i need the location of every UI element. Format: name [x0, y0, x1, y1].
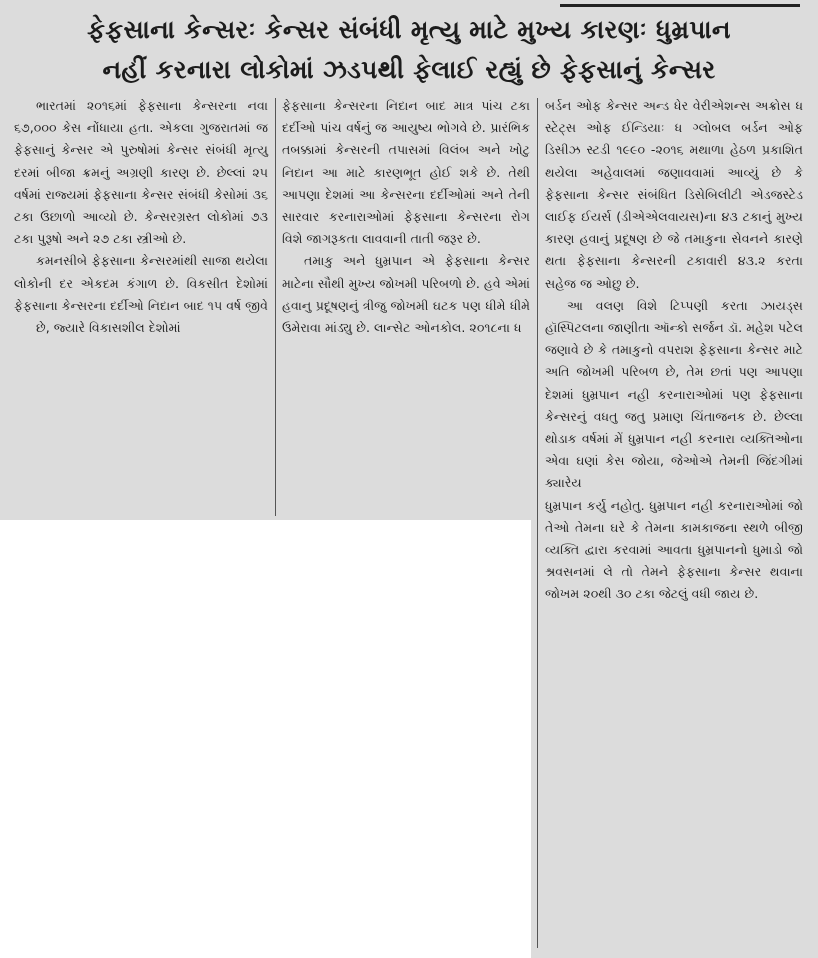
paragraph: આ વલણ વિશે ટિપ્પણી કરતા ઝાયડ્સ હૉસ્પિટલના જાણીતા ઑન્કો સર્જન ડૉ. મહેશ પટેલ જણાવે છે કે તમાકુનો વપરાશ ફેફસાના કેન્સર માટે અતિ જોખમી પરિબળ છે, તેમ છતાં પણ આપણા દેશમાં ધુમ્રપાન નહી કરનારાઓમાં પણ ફેફસાના કેન્સરનું વધતુ જતુ પ્રમાણ ચિંતાજનક છે. છેલ્લા થોડાક વર્ષમાં મેં ધુમ્રપાન નહી કરનારા વ્યક્તિઓના એવા ઘણાં કેસ જોયા, જેઓએ તેમની જિંદગીમાં ક્યારેય: [545, 297, 803, 491]
paragraph: કમનસીબે ફેફસાના કેન્સરમાંથી સાજા થયેલા લોકોની દર એકદમ કંગાળ છે. વિકસીત દેશોમાં ફેફસાના કેન્સરના દર્દીઓ નિદાન બાદ ૧૫ વર્ષ જીવે: [14, 253, 268, 313]
article-column-3: [545, 95, 803, 606]
paragraph: બર્ડન ઓફ કેન્સર અન્ડ ધેર વેરીએશન્સ અક્રોસ ધ સ્ટેટ્સ ઓફ ઈન્ડિયાઃ ધ ગ્લોબલ બર્ડન ઓફ ડિસીઝ સ્ટડી ૧૯૯૦ -૨૦૧૬ મથાળા હેઠળ પ્રકાશિત થયેલા અહેવાલમાં જણાવવામાં આવ્યું છે કે ફેફસાના કેન્સર સંબંધિત ડિસેબિલીટી એડજસ્ટેડ લાઈફ ઈયર્સ (ડીએએલવાયસ)ના ૪૩ ટકાનું મુખ્ય કારણ હવાનું પ્રદૂષણ છે જે તમાકુના સેવનને કારણે થતા ફેફસાના કેન્સરની ટકાવારી ૪૩.૨ કરતા સહેજ જ ઓછુ છે.: [545, 98, 803, 291]
paragraph: તમાકુ અને ધુમ્રપાન એ ફેફસાના કેન્સર માટેના સૌથી મુખ્ય જોખમી પરિબળો છે. હવે એમાં હવાનુ પ્રદૂષણનું ત્રીજુ જોખમી ઘટક પણ ધીમે ધીમે ઉમેરાવા માંડ્યુ છે. લાન્સેટ ઓનકોલ. ૨૦૧૮ના ધ: [282, 253, 530, 336]
headline: [0, 10, 818, 90]
paragraph: છે, જ્યારે વિકાસશીલ દેશોમાં: [36, 320, 181, 336]
paragraph: ફેફસાના કેન્સરના નિદાન બાદ માત્ર પાંચ ટકા દર્દીઓ પાંચ વર્ષનું જ આયુષ્ય ભોગવે છે. પ્રારંભિક તબક્કામાં કેન્સરની તપાસમાં વિલંબ અને ખોટુ નિદાન આ માટે કારણભૂત હોઈ શકે છે. તેથી આપણા દેશમાં આ કેન્સરના દર્દીઓમાં અને તેની સારવાર કરનારાઓમાં ફેફસાના કેન્સરના રોગ વિશે જાગરૂકતા લાવવાની તાતી જરૂર છે.: [282, 98, 530, 247]
paragraph: ધુમ્રપાન કર્યુ નહોતુ. ધુમ્રપાન નહી કરનારાઓમાં જો તેઓ તેમના ઘરે કે તેમના કામકાજના સ્થળે બીજી વ્યક્તિ દ્વારા કરવામાં આવતા ધુમ્રપાનનો ધુમાડો જો શ્રવસનમાં લે તો તેમને ફેફસાના કેન્સર થવાના જોખમ ૨૦થી ૩૦ ટકા જેટલું વધી જાય છે.: [545, 497, 803, 602]
headline-line-2: નહીં કરનારા લોકોમાં ઝડપથી ફેલાઈ રહ્યું છે ફેફસાનું કેન્સર: [102, 55, 716, 84]
column-divider-1: [275, 98, 276, 516]
article-column-1: [14, 95, 268, 339]
top-rule: [560, 4, 800, 7]
headline-line-1: ફેફસાના કેન્સરઃ કેન્સર સંબંધી મૃત્યુ માટે મુખ્ય કારણઃ ધુમ્રપાન: [87, 15, 731, 44]
paragraph: ભારતમાં ૨૦૧૬માં ફેફસાના કેન્સરના નવા ૬૭,૦૦૦ કેસ નોંધાયા હતા. એકલા ગુજરાતમાં જ ફેફસાનું કેન્સર એ પુરુષોમાં કેન્સર સંબંધી મૃત્યુ દરમાં બીજા ક્રમનું અગ્રણી કારણ છે. છેલ્લાં ૨૫ વર્ષમાં રાજ્યમાં ફેફસાના કેન્સર સંબંધી કેસોમાં ૩૬ ટકા ઉછાળો આવ્યો છે. કેન્સરગ્રસ્ત લોકોમાં ૭૩ ટકા પુરૂષો અને ૨૭ ટકા સ્ત્રીઓ છે.: [14, 98, 268, 247]
column-divider-2: [537, 98, 538, 948]
article-column-2: [282, 95, 530, 339]
